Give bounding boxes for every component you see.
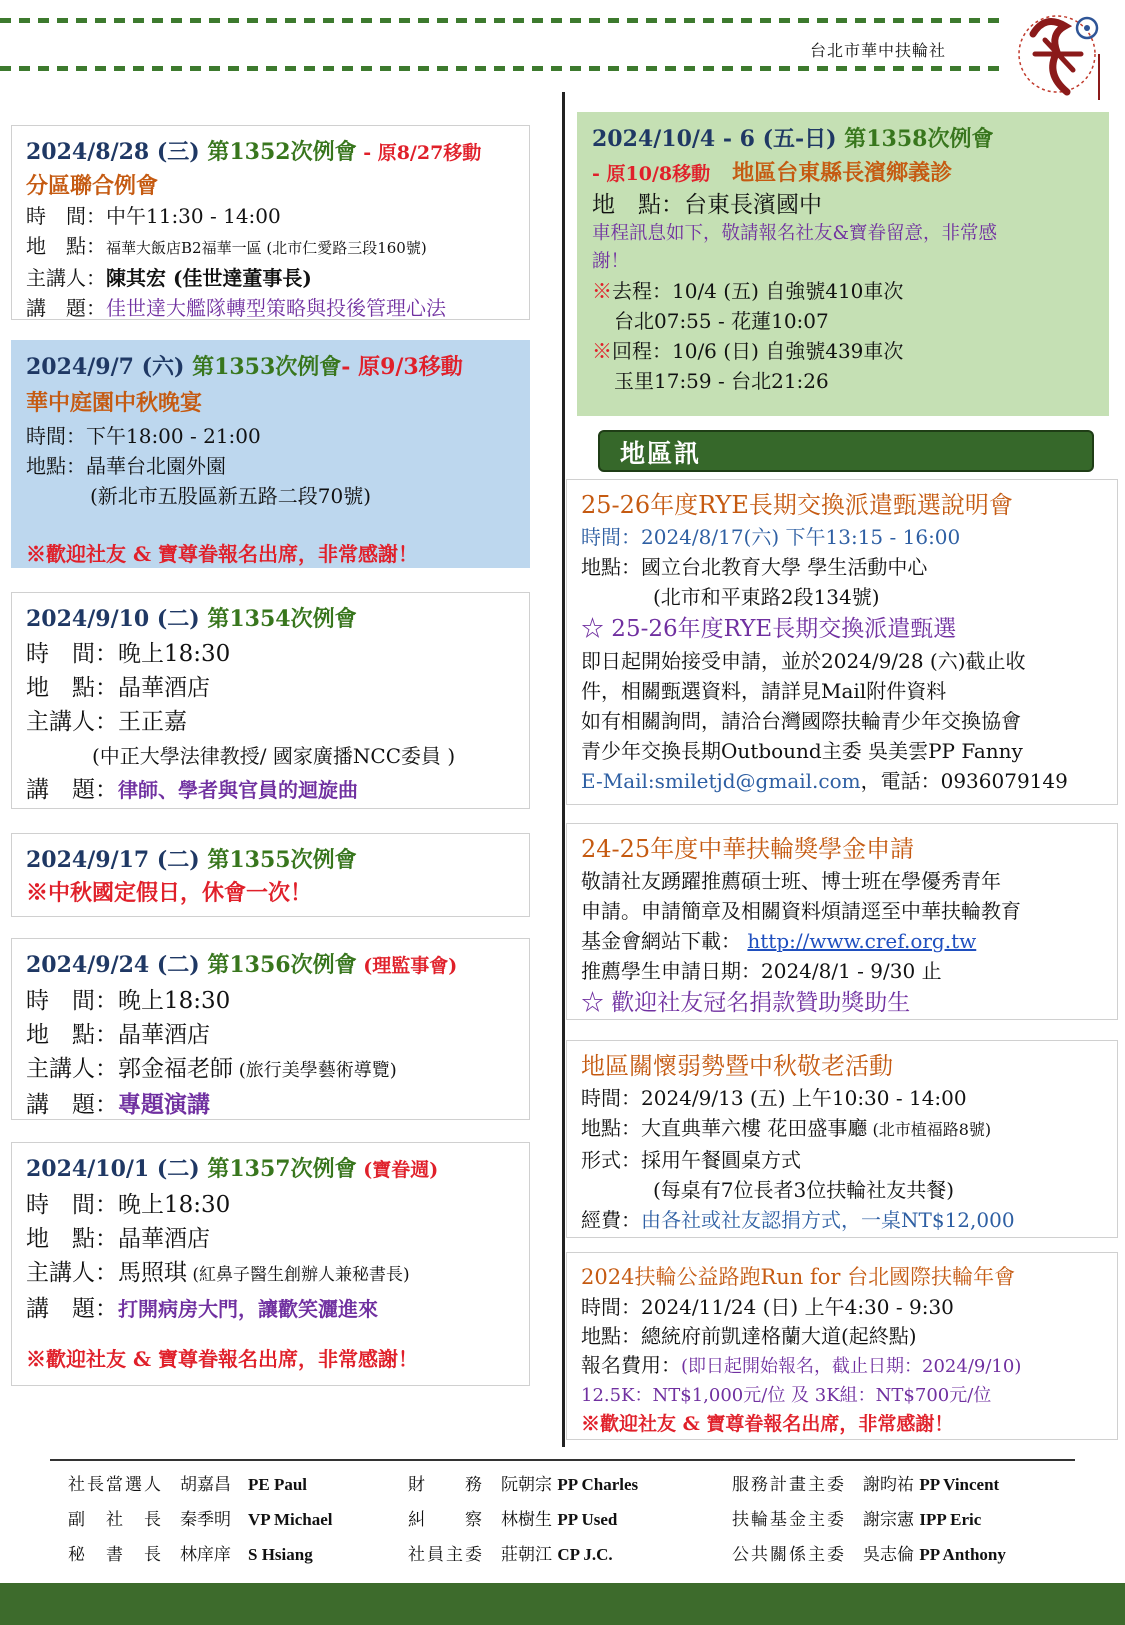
footer-rule [50, 1459, 1075, 1461]
care-event-title: 地區關懷弱勢暨中秋敬老活動 [581, 1052, 893, 1080]
officer-entry: 公共關係主委 吳志倫 PP Anthony [732, 1545, 1006, 1565]
cref-website-link[interactable]: http://www.cref.org.tw [747, 929, 977, 953]
scholarship-line-2: 申請。申請簡章及相關資料煩請逕至中華扶輪教育 [581, 899, 1021, 923]
rye-email-link[interactable]: E-Mail:smiletjd@gmail.com [581, 769, 861, 793]
charity-run-time: 時間：2024/11/24 (日) 上午4:30 - 9:30 [581, 1295, 954, 1319]
meeting-topic: 講 題：專題演講 [26, 1091, 210, 1118]
travel-info: 車程訊息如下，敬請報名社友&寶眷留意，非常感 [592, 223, 997, 244]
officer-row [68, 1505, 1068, 1540]
meeting-place: 地 點：晶華酒店 [26, 1022, 210, 1048]
travel-go-time: 台北07:55 - 花蓮10:07 [614, 309, 829, 333]
meeting-1353-card [11, 340, 530, 568]
meeting-1354-card [11, 592, 530, 809]
meeting-title: 2024/9/7 (六) 第1353次例會- 原9/3移動 [26, 354, 463, 380]
meeting-place: 地 點：晶華酒店 [26, 1226, 210, 1252]
header-dashed-line-bottom [0, 66, 1000, 71]
meeting-topic: 講 題：佳世達大艦隊轉型策略與投後管理心法 [26, 296, 446, 320]
officer-entry: 服務計畫主委 謝昀祐 PP Vincent [732, 1475, 1000, 1495]
travel-go: ※去程：10/4 (五) 自強號410車次 [592, 279, 904, 303]
scholarship-line-3: 基金會網站下載： http://www.cref.org.tw [581, 929, 977, 953]
scholarship-line-1: 敬請社友踴躍推薦碩士班、博士班在學優秀青年 [581, 869, 1001, 893]
meeting-speaker: 主講人：郭金福老師 (旅行美學藝術導覽) [26, 1056, 397, 1082]
travel-back-time: 玉里17:59 - 台北21:26 [614, 369, 829, 393]
rye-line-4: 青少年交換長期Outbound主委 吳美雲PP Fanny [581, 739, 1023, 763]
rye-line-1: 即日起開始接受申請，並於2024/9/28 (六)截止收 [581, 649, 1026, 673]
meeting-time: 時間：下午18:00 - 21:00 [26, 424, 261, 448]
officer-entry: 副 社 長 秦季明 VP Michael [68, 1510, 333, 1530]
meeting-time: 時 間：中午11:30 - 14:00 [26, 204, 281, 228]
meeting-1358-card [577, 112, 1109, 416]
rye-line-3: 如有相關詢問，請洽台灣國際扶輪青少年交換協會 [581, 709, 1021, 733]
footer-bar [0, 1583, 1125, 1625]
rye-place: 地點：國立台北教育大學 學生活動中心 [581, 555, 928, 579]
meeting-subtitle: 分區聯合例會 [26, 173, 159, 199]
meeting-subtitle: 華中庭園中秋晚宴 [26, 390, 203, 416]
column-divider [562, 92, 565, 1447]
meeting-place: 地 點：台東長濱國中 [592, 192, 822, 218]
meeting-note: ※歡迎社友 & 寶尊眷報名出席，非常感謝！ [26, 542, 418, 566]
officer-entry: 糾 察 林樹生 PP Used [408, 1510, 618, 1530]
scholarship-title: 24-25年度中華扶輪獎學金申請 [581, 835, 915, 863]
meeting-1356-card [11, 938, 530, 1120]
meeting-place: 地點：晶華台北園外園 [26, 454, 226, 478]
meeting-title: 2024/9/24 (二) 第1356次例會 (理監事會) [26, 952, 458, 978]
meeting-1357-card [11, 1142, 530, 1386]
officer-row [68, 1470, 1068, 1505]
officer-entry: 社員主委 莊朝江 CP J.C. [408, 1545, 613, 1565]
club-name: 台北市華中扶輪社 [810, 41, 947, 60]
rye-card [566, 479, 1118, 805]
officer-entry: 秘 書 長 林庠庠 S Hsiang [68, 1545, 313, 1565]
header-dashed-line-top [0, 18, 1000, 23]
care-event-place: 地點：大直典華六樓 花田盛事廳 (北市植福路8號) [581, 1116, 992, 1140]
travel-info-cont: 謝！ [592, 251, 630, 272]
meeting-speaker-title: (中正大學法律教授/ 國家廣播NCC委員 ) [92, 744, 456, 768]
meeting-time: 時 間：晚上18:30 [26, 1192, 231, 1218]
rye-star-note: ☆ 25-26年度RYE長期交換派遣甄選 [581, 616, 957, 642]
club-logo-icon [1005, 4, 1115, 110]
rye-contact: E-Mail:smiletjd@gmail.com，電話：0936079149 [581, 769, 1068, 793]
charity-run-card [566, 1252, 1118, 1440]
care-event-fee: 經費：由各社或社友認捐方式，一桌NT$12,000 [581, 1208, 1015, 1232]
meeting-title: 2024/10/1 (二) 第1357次例會 (寶眷週) [26, 1156, 439, 1182]
charity-run-title: 2024扶輪公益路跑Run for 台北國際扶輪年會 [581, 1265, 1016, 1289]
district-news-tab: 地區訊 [598, 430, 1094, 472]
charity-run-note: ※歡迎社友 & 寶尊眷報名出席，非常感謝！ [581, 1413, 954, 1435]
rye-title: 25-26年度RYE長期交換派遣甄選說明會 [581, 491, 1013, 519]
care-event-time: 時間：2024/9/13 (五) 上午10:30 - 14:00 [581, 1086, 967, 1110]
meeting-title: 2024/10/4 - 6 (五-日) 第1358次例會 [592, 126, 994, 152]
meeting-title: 2024/9/17 (二) 第1355次例會 [26, 847, 357, 873]
charity-run-fee-detail: 12.5K：NT$1,000元/位 及 3K組：NT$700元/位 [581, 1385, 992, 1406]
meeting-note: ※中秋國定假日，休會一次！ [26, 880, 313, 906]
meeting-title: 2024/8/28 (三) 第1352次例會 - 原8/27移動 [26, 139, 482, 165]
meeting-topic: 講 題：打開病房大門，讓歡笑灑進來 [26, 1296, 378, 1322]
meeting-time: 時 間：晚上18:30 [26, 988, 231, 1014]
meeting-title: 2024/9/10 (二) 第1354次例會 [26, 606, 357, 632]
scholarship-card [566, 823, 1118, 1020]
officer-entry: 扶輪基金主委 謝宗憲 IPP Eric [732, 1510, 982, 1530]
meeting-topic: 講 題：律師、學者與官員的迴旋曲 [26, 777, 358, 803]
meeting-1355-card [11, 833, 530, 917]
rye-line-2: 件，相關甄選資料，請詳見Mail附件資料 [581, 679, 947, 703]
meeting-subtitle: - 原10/8移動 地區台東縣長濱鄉義診 [592, 160, 953, 186]
officer-roster [68, 1470, 1068, 1575]
meeting-1352-card [11, 125, 530, 320]
meeting-speaker: 主講人：陳其宏 (佳世達董事長) [26, 266, 312, 290]
rye-place-address: (北市和平東路2段134號) [653, 585, 880, 609]
rye-time: 時間：2024/8/17(六) 下午13:15 - 16:00 [581, 525, 961, 549]
meeting-place-address: (新北市五股區新五路二段70號) [90, 484, 372, 508]
officer-entry: 社長當選人 胡嘉昌 PE Paul [68, 1475, 308, 1495]
officer-row [68, 1540, 1068, 1575]
officer-entry: 財 務 阮朝宗 PP Charles [408, 1475, 639, 1495]
meeting-time: 時 間：晚上18:30 [26, 641, 231, 667]
care-event-form-detail: (每桌有7位長者3位扶輪社友共餐) [653, 1178, 955, 1202]
meeting-speaker: 主講人：王正嘉 [26, 709, 187, 735]
care-event-card [566, 1040, 1118, 1238]
care-event-form: 形式：採用午餐圓桌方式 [581, 1148, 801, 1172]
scholarship-star-note: ☆ 歡迎社友冠名捐款贊助獎助生 [581, 990, 911, 1016]
travel-back: ※回程：10/6 (日) 自強號439車次 [592, 339, 904, 363]
meeting-note: ※歡迎社友 & 寶尊眷報名出席，非常感謝！ [26, 1347, 418, 1371]
charity-run-place: 地點：總統府前凱達格蘭大道(起終點) [581, 1324, 917, 1348]
meeting-place: 地 點：福華大飯店B2福華一區 (北市仁愛路三段160號) [26, 234, 427, 258]
meeting-speaker: 主講人：馬照琪 (紅鼻子醫生創辦人兼秘書長) [26, 1260, 410, 1286]
charity-run-fee: 報名費用：(即日起開始報名，截止日期：2024/9/10) [581, 1353, 1022, 1377]
meeting-place: 地 點：晶華酒店 [26, 675, 210, 701]
scholarship-line-4: 推薦學生申請日期：2024/8/1 - 9/30 止 [581, 959, 942, 983]
